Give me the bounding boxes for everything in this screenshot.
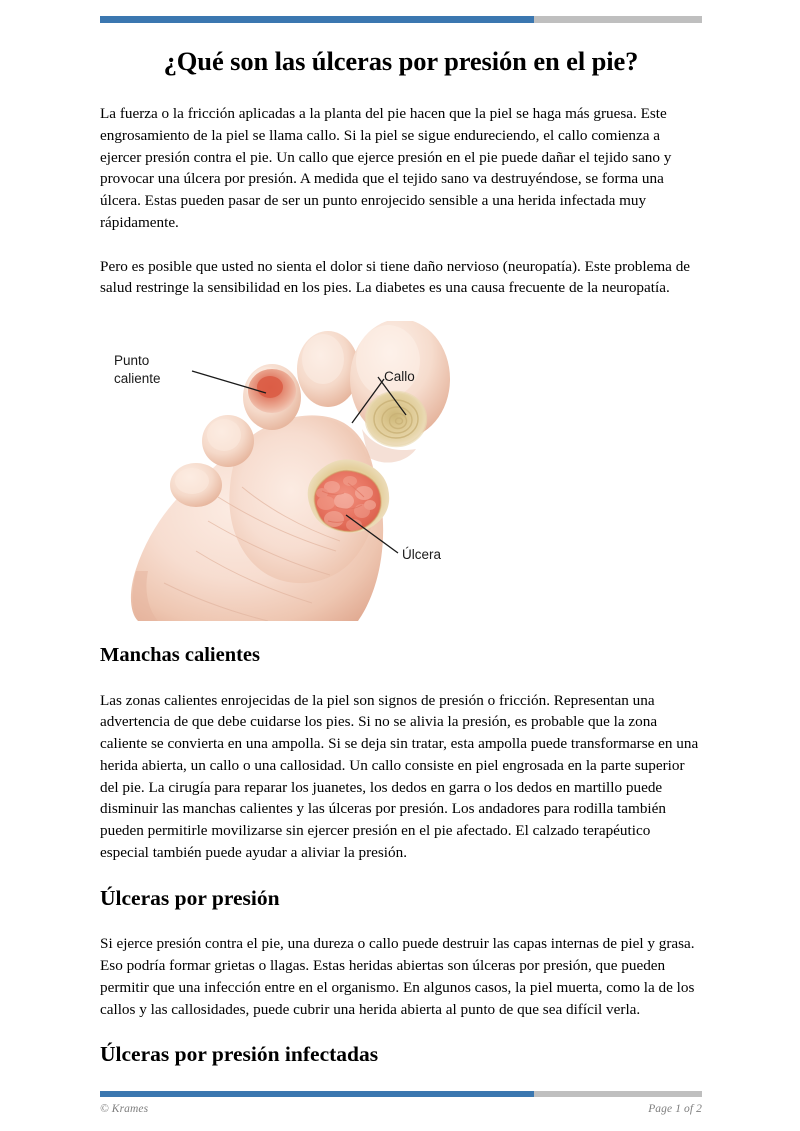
page-number: Page 1 of 2: [648, 1103, 702, 1115]
hot-spot-marker: [248, 369, 296, 413]
label-hot-spot-line2: caliente: [114, 371, 161, 387]
heading-hot-spots: Manchas calientes: [100, 644, 260, 667]
pressure-ulcers-paragraph: Si ejerce presión contra el pie, una dureza o callo puede destruir las capas internas de piel y grasa. Eso podría formar grietas o llagas. Estas heridas abiertas son úlceras por presión, que pueden permitir que una infección entre en el organismo. En algunos casos, la piel muerta, como la de los callos y las callosidades, puede cubrir una herida abierta al punto de que sea difícil verla.: [100, 935, 695, 1018]
footer-rule-blue-segment: [100, 1091, 534, 1097]
heading-pressure-ulcers: Úlceras por presión: [100, 885, 280, 910]
toe-fifth: [170, 463, 222, 507]
toe-second: [297, 331, 359, 407]
copyright-text: © Krames: [100, 1103, 149, 1115]
footer-rule: [100, 1091, 702, 1097]
header-rule: [100, 16, 702, 23]
footer-rule-gray-segment: [534, 1091, 702, 1097]
header-rule-blue-segment: [100, 16, 534, 23]
page-footer: [100, 1100, 702, 1118]
callus-marker: [366, 392, 426, 446]
heading-infected-ulcers: Úlceras por presión infectadas: [100, 1042, 379, 1067]
page-title: ¿Qué son las úlceras por presión en el pie?: [163, 46, 639, 76]
label-ulcer: Úlcera: [402, 547, 442, 563]
document-content: [100, 46, 702, 1068]
intro-paragraph-1: La fuerza o la fricción aplicadas a la planta del pie hacen que la piel se haga más gruesa. Este engrosamiento de la piel se llama callo. Si la piel se sigue endureciendo, el callo comienza a ejercer presión contra el pie. Un callo que ejerce presión en el pie puede dañar el tejido sano y provocar una úlcera por presión. A medida que el tejido sano va destruyéndose, se forma una úlcera. Estas pueden pasar de ser un punto enrojecido sensible a una herida infectada muy rápidamente.: [100, 105, 672, 231]
ulcer-marker: [308, 460, 390, 533]
label-callus: Callo: [384, 369, 415, 385]
header-rule-gray-segment: [534, 16, 702, 23]
foot-diagram-svg: [100, 321, 702, 621]
foot-ulcer-illustration: [100, 321, 702, 621]
toe-fourth: [202, 415, 254, 467]
hot-spots-paragraph: Las zonas calientes enrojecidas de la piel son signos de presión o fricción. Representan una advertencia de que debe cuidarse los pies. Si no se alivia la presión, es probable que la zona caliente se convierta en una ampolla. Si se deja sin tratar, esta ampolla puede transformarse en una herida abierta, un callo o una callosidad. Un callo consiste en piel engrosada en la parte superior del pie. La cirugía para reparar los juanetes, los dedos en garra o los dedos en martillo puede disminuir las manchas calientes y las úlceras por presión. Los andadores para rodilla también pueden permitirle movilizarse sin ejercer presión en el pie afectado. El calzado terapéutico especial también puede ayudar a aliviar la presión.: [100, 691, 699, 861]
intro-paragraph-2: Pero es posible que usted no sienta el dolor si tiene daño nervioso (neuropatía). Este problema de salud restringe la sensibilidad en los pies. La diabetes es una causa frecuente de la neuropatía.: [100, 257, 691, 297]
label-hot-spot-line1: Punto: [114, 353, 150, 369]
